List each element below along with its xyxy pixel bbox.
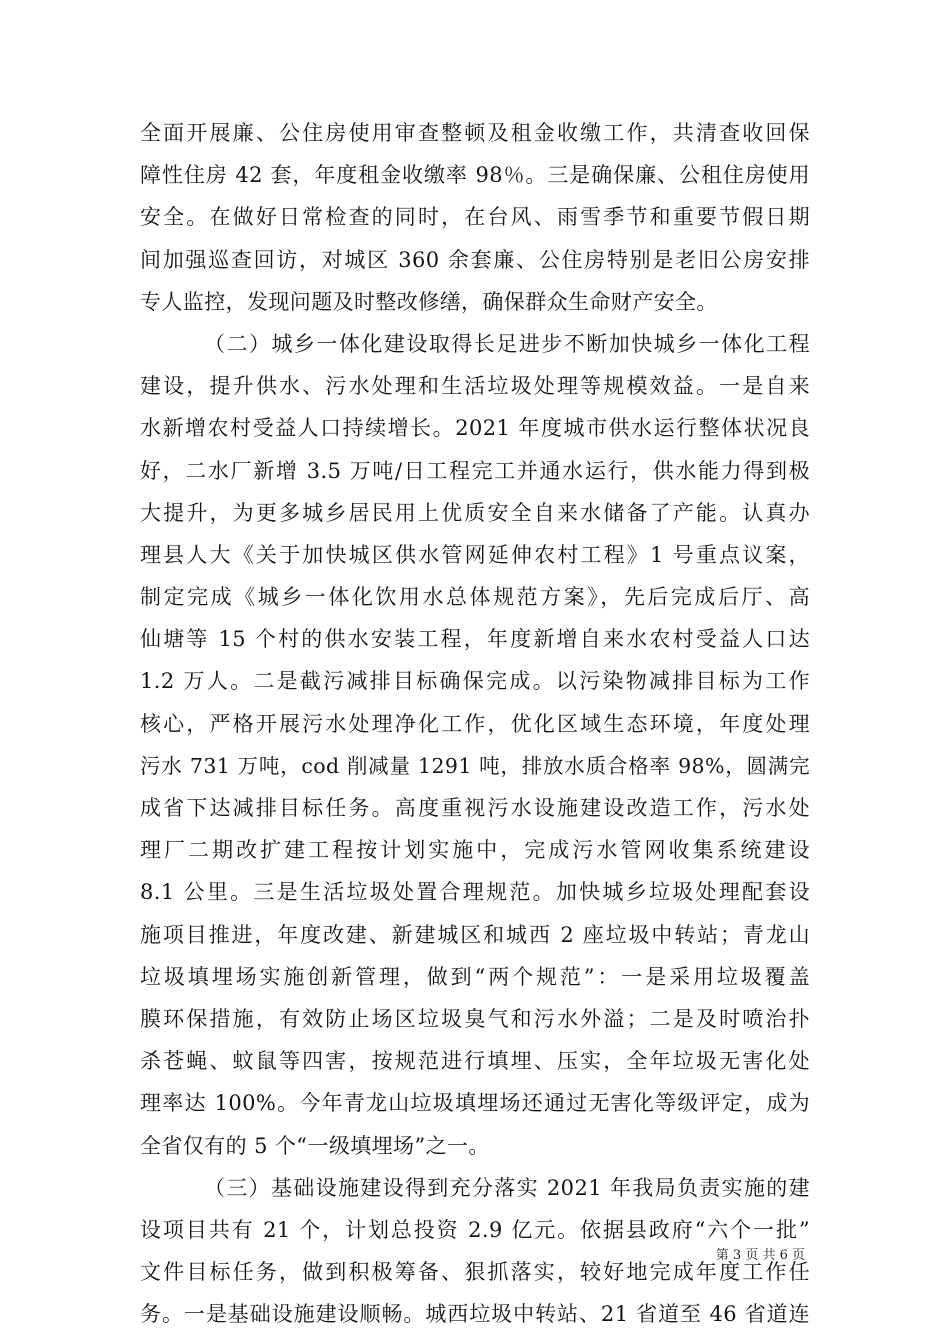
text-line: 仙塘等 15 个村的供水安装工程，年度新增自来水农村受益人口达 [140, 627, 810, 652]
paragraph-2 [140, 323, 810, 1167]
text-line: 设项目共有 21 个，计划总投资 2.9 亿元。依据县政府“六个一批” [140, 1217, 810, 1242]
text-line: 建设，提升供水、污水处理和生活垃圾处理等规模效益。一是自来 [140, 374, 810, 399]
text-line: 施项目推进，年度改建、新建城区和城西 2 座垃圾中转站；青龙山 [140, 922, 810, 947]
text-line: 大提升，为更多城乡居民用上优质安全自来水储备了产能。认真办 [140, 500, 810, 525]
text-line: 制定完成《城乡一体化饮用水总体规范方案》，先后完成后厅、高 [140, 585, 810, 610]
text-line: 1.2 万人。二是截污减排目标确保完成。以污染物减排目标为工作 [140, 669, 810, 694]
text-line: 杀苍蝇、蚊鼠等四害，按规范进行填埋、压实，全年垃圾无害化处 [140, 1049, 810, 1074]
paragraph-1 [140, 112, 810, 323]
text-line: 成省下达减排目标任务。高度重视污水设施建设改造工作，污水处 [140, 796, 810, 820]
text-line: 障性住房 42 套，年度租金收缴率 98％。三是确保廉、公租住房使用 [140, 163, 810, 188]
text-line: 垃圾填埋场实施创新管理，做到“两个规范”：一是采用垃圾覆盖 [140, 964, 810, 989]
text-line: 理县人大《关于加快城区供水管网延伸农村工程》1 号重点议案， [140, 542, 810, 567]
text-line: 务。一是基础设施建设顺畅。城西垃圾中转站、21 省道至 46 省道连 [140, 1302, 810, 1327]
body-text [140, 112, 810, 1335]
text-line: 理厂二期改扩建工程按计划实施中，完成污水管网收集系统建设 [140, 838, 810, 863]
text-line: 水新增农村受益人口持续增长。2021 年度城市供水运行整体状况良 [140, 416, 810, 441]
text-line: （三）基础设施建设得到充分落实 2021 年我局负责实施的建 [204, 1175, 810, 1200]
text-line: 全省仅有的 5 个“一级填埋场”之一。 [140, 1133, 490, 1158]
text-line: （二）城乡一体化建设取得长足进步不断加快城乡一体化工程 [204, 331, 810, 356]
text-line: 专人监控，发现问题及时整改修缮，确保群众生命财产安全。 [140, 289, 718, 314]
text-line: 膜环保措施，有效防止场区垃圾臭气和污水外溢；二是及时喷治扑 [140, 1006, 810, 1031]
text-line: 间加强巡查回访，对城区 360 余套廉、公住房特别是老旧公房安排 [140, 247, 810, 272]
text-line: 核心，严格开展污水处理净化工作，优化区域生态环境，年度处理 [140, 711, 810, 736]
text-line: 全面开展廉、公住房使用审查整顿及租金收缴工作，共清查收回保 [140, 121, 810, 145]
paragraph-3 [140, 1167, 810, 1336]
text-line: 好，二水厂新增 3.5 万吨/日工程完工并通水运行，供水能力得到极 [140, 458, 810, 483]
text-line: 文件目标任务，做到积极筹备、狠抓落实，较好地完成年度工作任 [140, 1260, 810, 1285]
text-line: 理率达 100%。今年青龙山垃圾填埋场还通过无害化等级评定，成为 [140, 1091, 810, 1116]
text-line: 污水 731 万吨，cod 削减量 1291 吨，排放水质合格率 98%，圆满完 [140, 753, 810, 778]
text-line: 8.1 公里。三是生活垃圾处置合理规范。加快城乡垃圾处理配套设 [140, 880, 810, 905]
text-line: 安全。在做好日常检查的同时，在台风、雨雪季节和重要节假日期 [140, 205, 810, 230]
page-number: 第 3 页 共 6 页 [715, 1248, 805, 1263]
